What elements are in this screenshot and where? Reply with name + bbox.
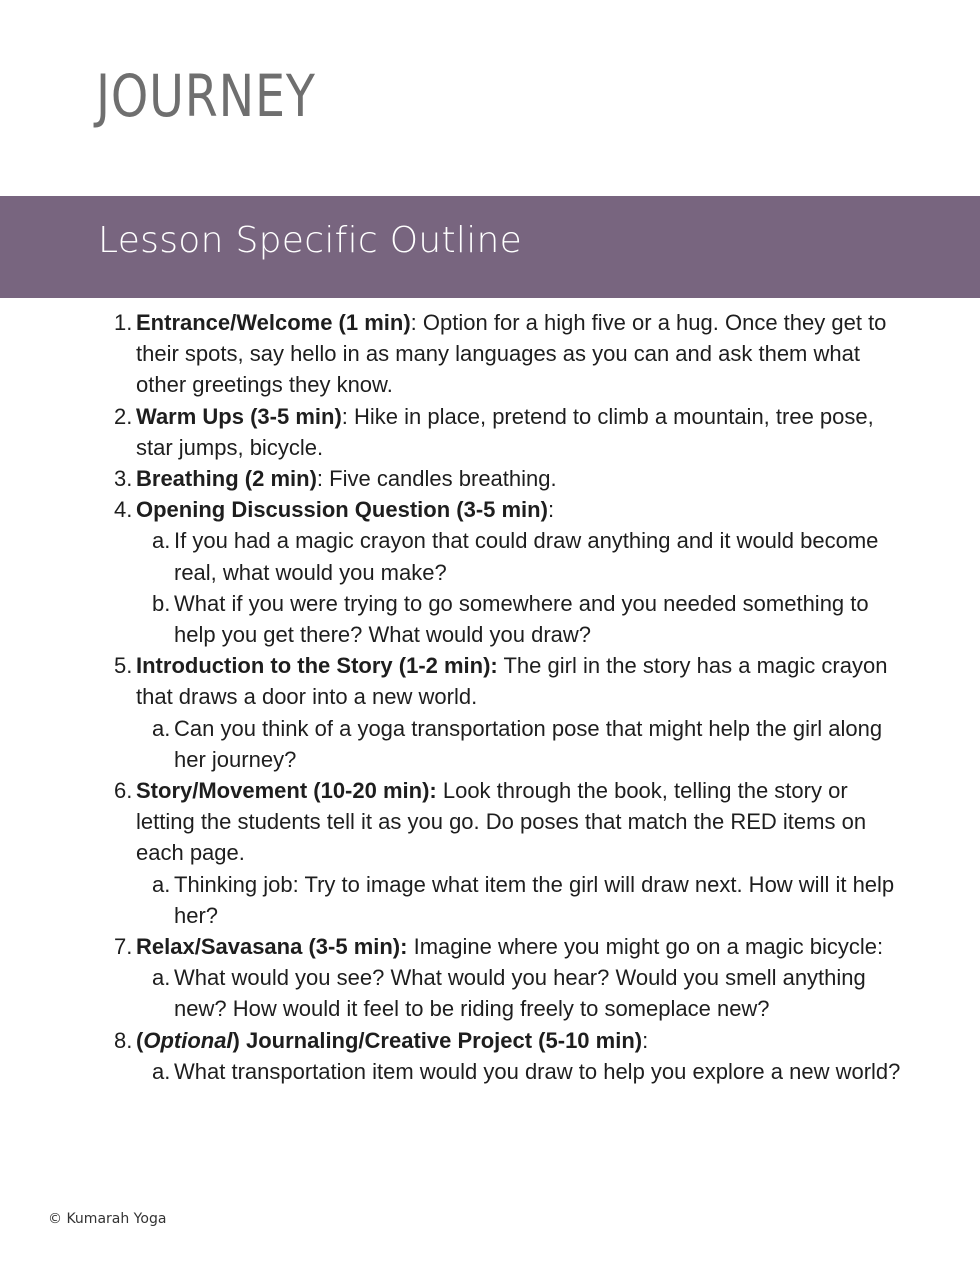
sub-item [114, 713, 904, 775]
item-body: Imagine where you might go on a magic bicycle: [407, 934, 884, 960]
item-number: 4. [114, 497, 133, 523]
optional-close-paren: ) [232, 1027, 240, 1053]
item-number: 7. [114, 934, 133, 960]
sub-item [114, 869, 904, 931]
outline-item-story-movement [114, 775, 904, 869]
item-heading: Opening Discussion Question (3-5 min) [136, 497, 548, 523]
outline-item-journaling [114, 1025, 904, 1056]
item-separator: : [547, 497, 555, 523]
outline-item-story-intro [114, 650, 904, 712]
sub-item-text: Thinking job: Try to image what item the girl will draw next. How will it help her? [174, 871, 895, 928]
sub-item [114, 588, 904, 650]
item-number: 8. [114, 1027, 133, 1053]
sub-item [114, 1056, 904, 1087]
item-number: 5. [114, 653, 133, 679]
item-heading: Relax/Savasana (3-5 min): [136, 934, 408, 960]
outline-item-entrance [114, 307, 904, 401]
item-body: Hike in place, pretend to climb a mountain, tree pose, star jumps, bicycle. [136, 403, 874, 460]
item-heading: Entrance/Welcome (1 min) [136, 310, 411, 335]
outline-item-opening-discussion [114, 494, 904, 525]
section-banner [0, 196, 980, 298]
item-number: 2. [114, 403, 133, 429]
item-heading: Story/Movement (10-20 min): [136, 778, 437, 804]
sub-item-letter: a. [152, 1058, 171, 1084]
item-heading: Warm Ups (3-5 min) [136, 403, 342, 429]
item-separator: : [341, 403, 348, 429]
item-number: 6. [114, 778, 133, 804]
sub-item [114, 525, 904, 587]
sub-item-letter: b. [152, 590, 171, 616]
item-body: Look through the book, telling the story or letting the students tell it as you go. Do poses that match the RED items on each page. [136, 778, 867, 866]
optional-label: Optional [143, 1027, 233, 1053]
sub-item-letter: a. [152, 871, 171, 897]
sub-item-text: What if you were trying to go somewhere and you needed something to help you get there? What would you draw? [174, 590, 869, 648]
item-separator: : [642, 1027, 649, 1053]
sub-item [114, 962, 904, 1024]
item-body: Five candles breathing. [323, 466, 557, 492]
item-heading: Introduction to the Story (1-2 min): [136, 653, 498, 679]
item-heading: Breathing (2 min) [136, 466, 317, 492]
item-heading: Journaling/Creative Project (5-10 min) [239, 1027, 643, 1053]
outline-item-breathing [114, 463, 904, 494]
outline-item-warm-ups [114, 401, 904, 463]
sub-item-letter: a. [152, 715, 171, 741]
lesson-outline-list [114, 307, 904, 1087]
item-number: 1. [114, 310, 133, 335]
optional-open-paren: ( [136, 1027, 144, 1053]
copyright-footer: © Kumarah Yoga [48, 1211, 167, 1227]
item-body: Option for a high five or a hug. Once they get to their spots, say hello in as many languages as you can and ask them what other greetings they know. [136, 310, 887, 398]
section-heading: Lesson Specific Outline [98, 220, 523, 261]
sub-item-letter: a. [152, 965, 171, 991]
document-title: JOURNEY [96, 62, 316, 130]
item-separator: : [316, 466, 324, 492]
sub-item-letter: a. [152, 528, 171, 554]
sub-item-text: Can you think of a yoga transportation pose that might help the girl along her journey? [174, 715, 883, 772]
sub-item-text: What would you see? What would you hear? Would you smell anything new? How would it feel to be riding freely to someplace new? [174, 965, 866, 1022]
item-separator: : [410, 310, 417, 335]
sub-item-text: If you had a magic crayon that could draw anything and it would become real, what would you make? [174, 528, 879, 585]
sub-item-text: What transportation item would you draw to help you explore a new world? [174, 1058, 901, 1084]
item-body: The girl in the story has a magic crayon that draws a door into a new world. [136, 653, 888, 710]
outline-item-relax [114, 931, 904, 962]
item-number: 3. [114, 466, 133, 492]
